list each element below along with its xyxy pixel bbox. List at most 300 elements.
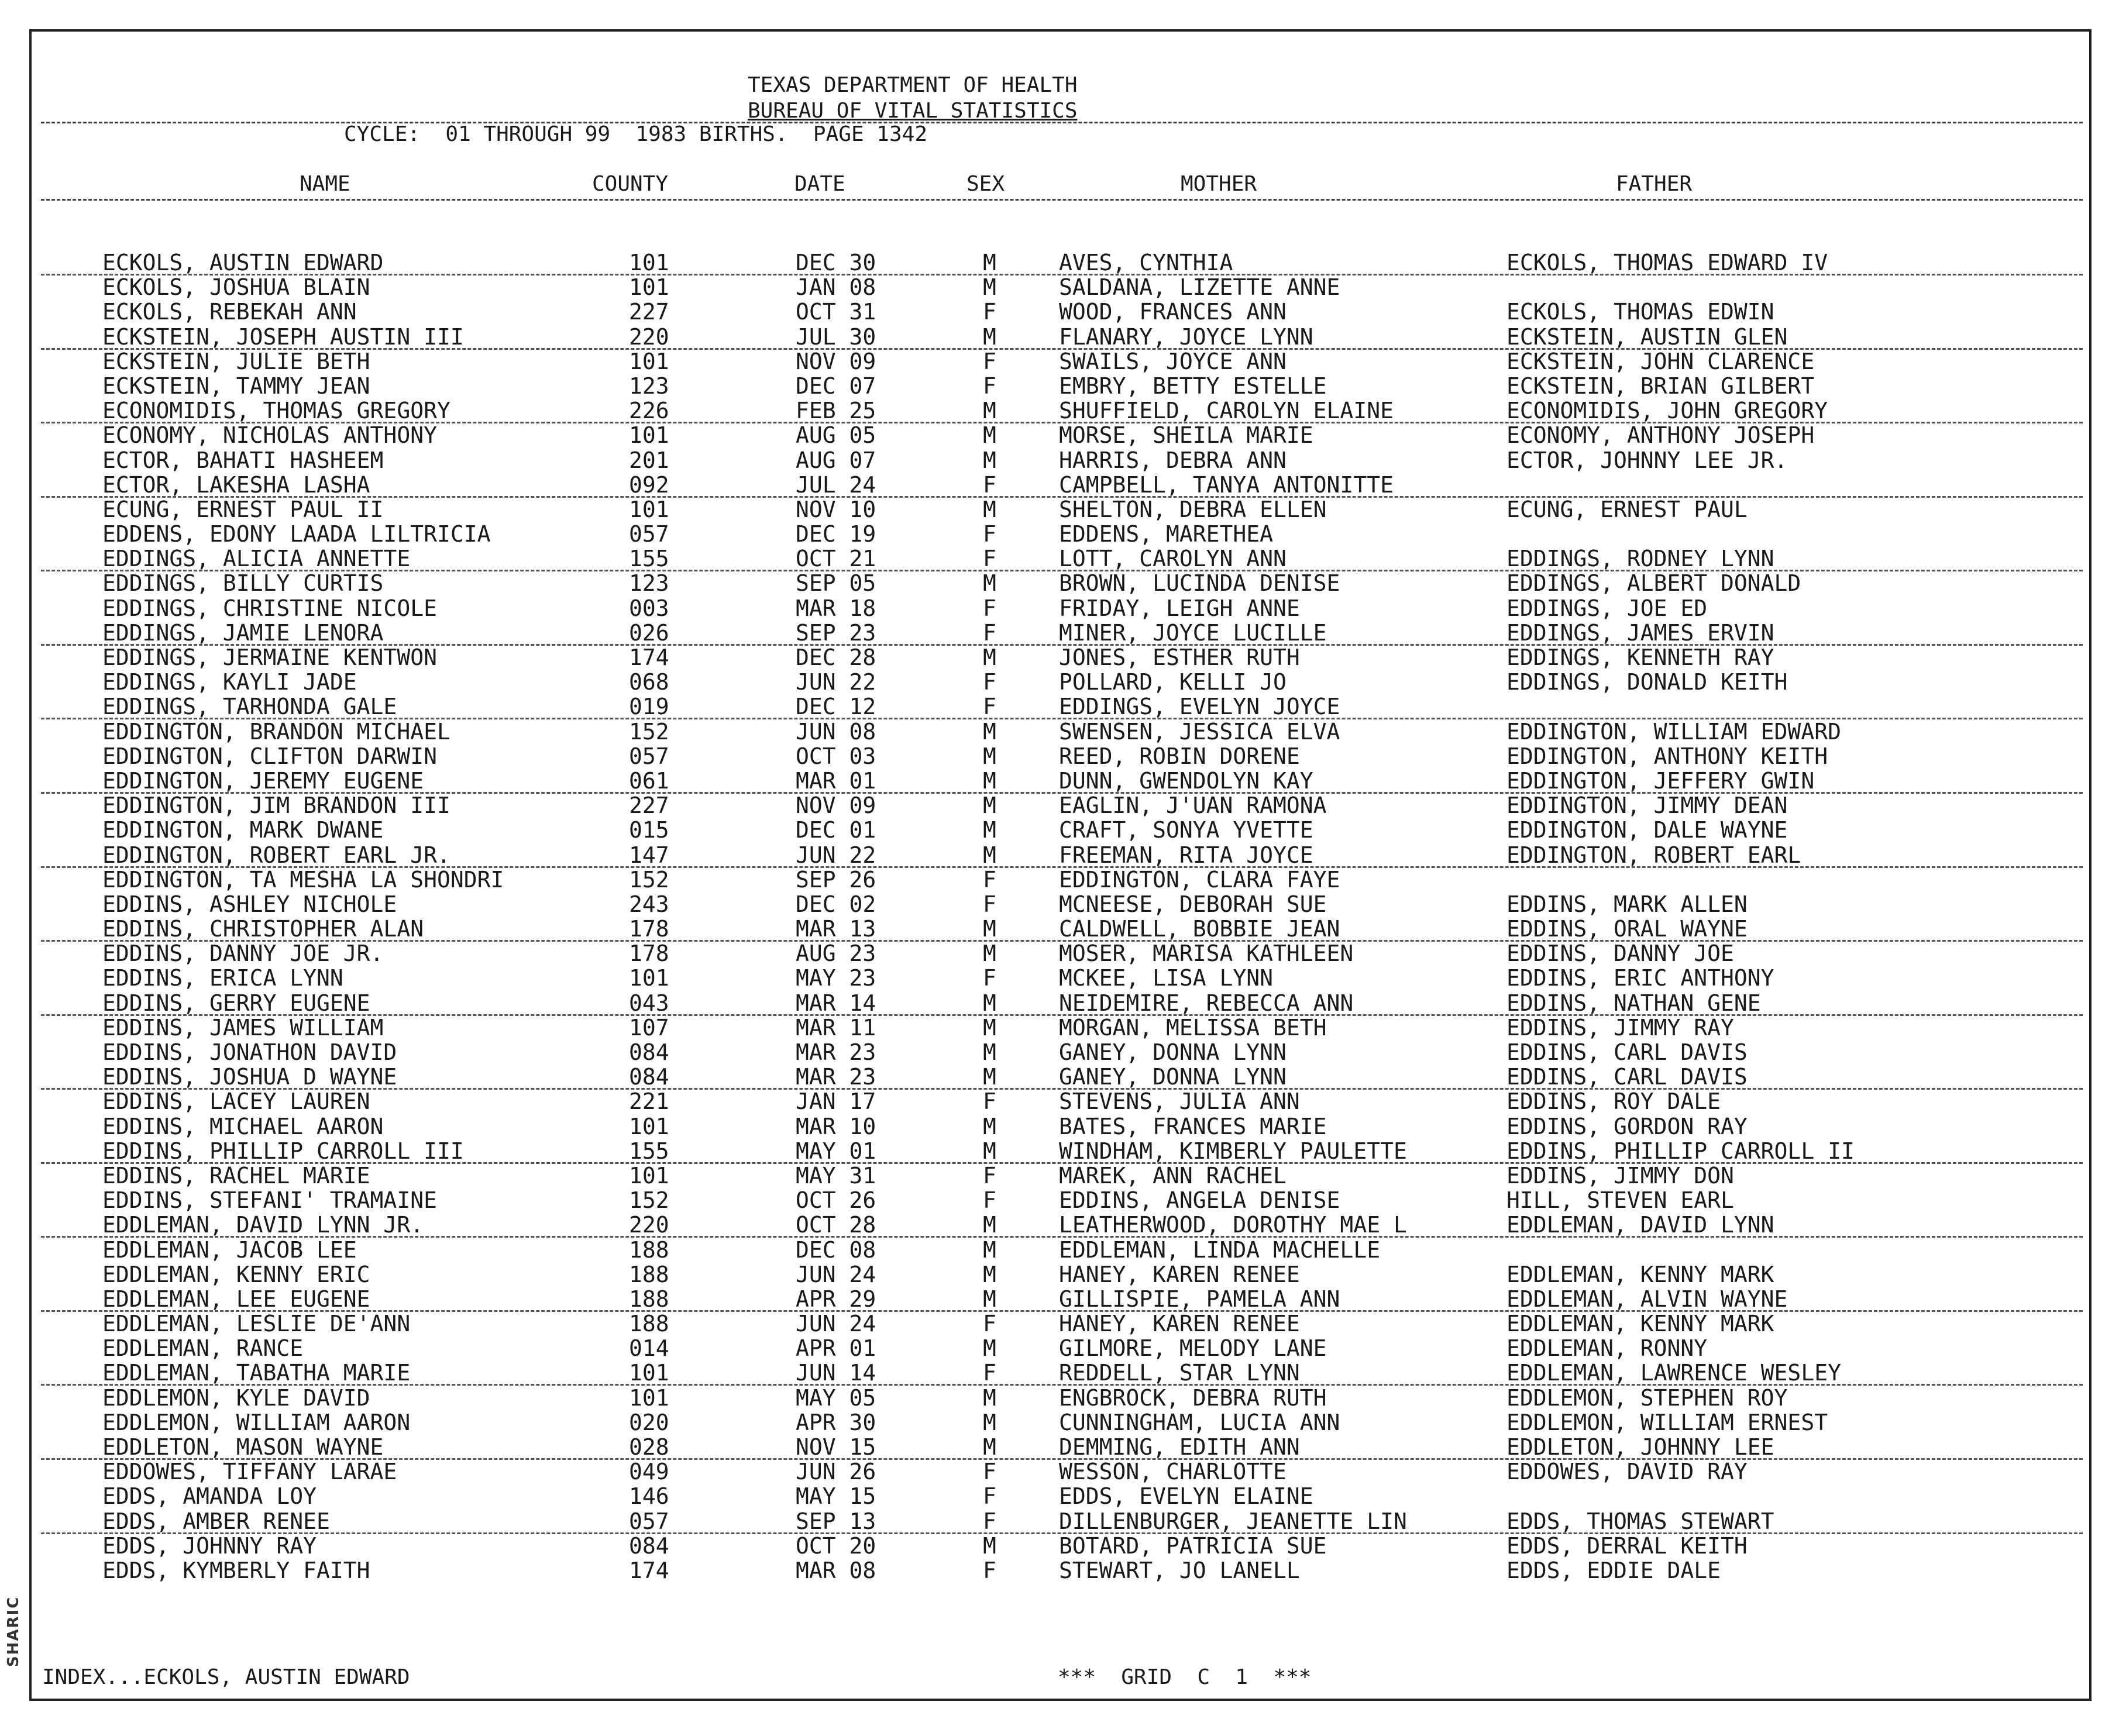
cell-name: EDDLEMAN, JACOB LEE bbox=[102, 1236, 357, 1263]
cell-father: ECUNG, ERNEST PAUL bbox=[1506, 496, 1748, 522]
cell-name: EDDINGS, JAMIE LENORA bbox=[102, 619, 384, 646]
cell-county: 092 bbox=[629, 471, 669, 498]
cell-name: EDDINGS, ALICIA ANNETTE bbox=[102, 546, 411, 572]
cell-date: NOV 15 bbox=[796, 1434, 876, 1460]
cell-county: 084 bbox=[629, 1039, 669, 1065]
cell-mother: REED, ROBIN DORENE bbox=[1059, 743, 1300, 769]
cell-name: EDDINS, JAMES WILLIAM bbox=[102, 1014, 384, 1041]
table-row bbox=[0, 917, 2112, 941]
cell-county: 101 bbox=[629, 274, 669, 301]
cell-sex: M bbox=[983, 1261, 996, 1287]
cell-county: 026 bbox=[629, 619, 669, 646]
cell-mother: MCKEE, LISA LYNN bbox=[1059, 965, 1274, 991]
cell-county: 146 bbox=[629, 1483, 669, 1510]
cell-father: EDDS, EDDIE DALE bbox=[1506, 1557, 1721, 1583]
cell-sex: F bbox=[983, 694, 996, 720]
cell-date: OCT 21 bbox=[796, 546, 876, 572]
cell-father: ECTOR, JOHNNY LEE JR. bbox=[1506, 447, 1788, 473]
cell-sex: M bbox=[983, 1335, 996, 1362]
cell-father: EDDINS, MARK ALLEN bbox=[1506, 891, 1748, 917]
cell-mother: MAREK, ANN RACHEL bbox=[1059, 1162, 1287, 1189]
cell-mother: SWAILS, JOYCE ANN bbox=[1059, 348, 1287, 374]
table-row bbox=[0, 1287, 2112, 1311]
cell-county: 178 bbox=[629, 941, 669, 967]
cell-mother: EDDINGTON, CLARA FAYE bbox=[1059, 866, 1340, 893]
cell-father: EDDINS, CARL DAVIS bbox=[1506, 1064, 1748, 1090]
cell-date: MAR 08 bbox=[796, 1557, 876, 1583]
cell-name: ECKOLS, JOSHUA BLAIN bbox=[102, 274, 370, 301]
cell-father: EDDINGS, KENNETH RAY bbox=[1506, 645, 1774, 670]
cell-mother: EDDINS, ANGELA DENISE bbox=[1059, 1187, 1340, 1214]
cell-sex: F bbox=[983, 1187, 996, 1214]
cell-date: NOV 09 bbox=[796, 348, 876, 374]
cell-name: EDDINS, GERRY EUGENE bbox=[102, 990, 370, 1016]
cell-county: 101 bbox=[629, 1360, 669, 1386]
cell-date: JAN 08 bbox=[796, 274, 876, 301]
cell-father: ECKSTEIN, AUSTIN GLEN bbox=[1506, 323, 1788, 350]
cell-name: EDDLEMAN, LESLIE DE'ANN bbox=[102, 1311, 411, 1337]
cell-date: DEC 02 bbox=[796, 891, 876, 917]
cell-county: 003 bbox=[629, 595, 669, 621]
side-stamp: SHARIC bbox=[5, 1596, 22, 1667]
cell-mother: MOSER, MARISA KATHLEEN bbox=[1059, 941, 1354, 967]
cell-date: APR 29 bbox=[796, 1286, 876, 1312]
cell-name: EDDLEMON, WILLIAM AARON bbox=[102, 1409, 411, 1435]
cell-name: EDDINGS, CHRISTINE NICOLE bbox=[102, 595, 437, 621]
cell-date: MAY 23 bbox=[796, 965, 876, 991]
table-row bbox=[0, 1360, 2112, 1385]
cell-father: EDDINGTON, JIMMY DEAN bbox=[1506, 793, 1788, 819]
cell-date: JAN 17 bbox=[796, 1089, 876, 1115]
cell-sex: F bbox=[983, 1483, 996, 1510]
cell-mother: EDDENS, MARETHEA bbox=[1059, 521, 1274, 547]
cell-sex: F bbox=[983, 546, 996, 572]
records-table bbox=[0, 250, 2112, 1583]
table-row bbox=[0, 1163, 2112, 1188]
cell-date: SEP 23 bbox=[796, 619, 876, 646]
cell-name: EDDS, JOHNNY RAY bbox=[102, 1532, 317, 1559]
cell-mother: AVES, CYNTHIA bbox=[1059, 250, 1233, 275]
cell-father: EDDS, DERRAL KEITH bbox=[1506, 1532, 1748, 1559]
cell-date: AUG 23 bbox=[796, 941, 876, 967]
agency-title: TEXAS DEPARTMENT OF HEALTH bbox=[748, 73, 1078, 97]
cell-name: ECKSTEIN, JOSEPH AUSTIN III bbox=[102, 323, 464, 350]
cell-father: EDDINS, NATHAN GENE bbox=[1506, 990, 1761, 1016]
cell-name: ECKSTEIN, TAMMY JEAN bbox=[102, 373, 370, 399]
table-row bbox=[0, 571, 2112, 595]
cell-date: DEC 28 bbox=[796, 645, 876, 670]
cell-name: ECUNG, ERNEST PAUL II bbox=[102, 496, 384, 522]
bureau-title: BUREAU OF VITAL STATISTICS bbox=[748, 99, 1078, 123]
cell-sex: F bbox=[983, 1459, 996, 1485]
cell-sex: F bbox=[983, 1508, 996, 1534]
cell-sex: M bbox=[983, 422, 996, 449]
cell-mother: EAGLIN, J'UAN RAMONA bbox=[1059, 793, 1327, 819]
cell-county: 220 bbox=[629, 323, 669, 350]
table-row bbox=[0, 867, 2112, 892]
table-row bbox=[0, 694, 2112, 719]
cell-mother: EDDS, EVELYN ELAINE bbox=[1059, 1483, 1313, 1510]
table-row bbox=[0, 1139, 2112, 1163]
cell-mother: MORGAN, MELISSA BETH bbox=[1059, 1014, 1327, 1041]
cell-name: EDDINS, MICHAEL AARON bbox=[102, 1113, 384, 1139]
table-row bbox=[0, 670, 2112, 694]
table-row bbox=[0, 1262, 2112, 1287]
cell-name: EDDINS, ASHLEY NICHOLE bbox=[102, 891, 397, 917]
cell-date: MAR 23 bbox=[796, 1039, 876, 1065]
table-row bbox=[0, 941, 2112, 966]
cell-father: EDDINGTON, JEFFERY GWIN bbox=[1506, 767, 1815, 794]
table-row bbox=[0, 448, 2112, 473]
cell-sex: M bbox=[983, 1532, 996, 1559]
cell-county: 101 bbox=[629, 250, 669, 275]
cell-date: MAR 13 bbox=[796, 916, 876, 942]
table-row bbox=[0, 1015, 2112, 1040]
cell-county: 147 bbox=[629, 842, 669, 868]
cell-date: MAY 31 bbox=[796, 1162, 876, 1189]
cell-date: APR 01 bbox=[796, 1335, 876, 1362]
cell-name: EDDINS, DANNY JOE JR. bbox=[102, 941, 384, 967]
cell-father: EDDLETON, JOHNNY LEE bbox=[1506, 1434, 1774, 1460]
cell-mother: NEIDEMIRE, REBECCA ANN bbox=[1059, 990, 1354, 1016]
cell-sex: M bbox=[983, 1434, 996, 1460]
table-row bbox=[0, 1114, 2112, 1139]
cell-county: 014 bbox=[629, 1335, 669, 1362]
cell-date: OCT 20 bbox=[796, 1532, 876, 1559]
cell-county: 028 bbox=[629, 1434, 669, 1460]
cell-county: 101 bbox=[629, 422, 669, 449]
table-row bbox=[0, 1089, 2112, 1114]
cell-date: APR 30 bbox=[796, 1409, 876, 1435]
cell-name: EDDINS, CHRISTOPHER ALAN bbox=[102, 916, 424, 942]
cell-date: SEP 26 bbox=[796, 866, 876, 893]
table-row bbox=[0, 275, 2112, 299]
cell-sex: F bbox=[983, 1557, 996, 1583]
cell-mother: JONES, ESTHER RUTH bbox=[1059, 645, 1300, 670]
cell-father: EDDLEMAN, RONNY bbox=[1506, 1335, 1708, 1362]
cell-name: EDDLEMAN, RANCE bbox=[102, 1335, 304, 1362]
cell-date: MAR 14 bbox=[796, 990, 876, 1016]
column-header-mother: MOTHER bbox=[1181, 172, 1257, 196]
cell-father: EDDINGTON, ROBERT EARL bbox=[1506, 842, 1801, 868]
cell-mother: CUNNINGHAM, LUCIA ANN bbox=[1059, 1409, 1340, 1435]
cell-name: ECTOR, BAHATI HASHEEM bbox=[102, 447, 384, 473]
cell-sex: M bbox=[983, 743, 996, 769]
cell-sex: M bbox=[983, 1286, 996, 1312]
cell-date: OCT 31 bbox=[796, 299, 876, 325]
cell-sex: M bbox=[983, 1014, 996, 1041]
cell-father: ECONOMIDIS, JOHN GREGORY bbox=[1506, 398, 1828, 424]
cell-date: JUN 22 bbox=[796, 669, 876, 695]
cell-mother: CAMPBELL, TANYA ANTONITTE bbox=[1059, 471, 1394, 498]
cell-mother: BATES, FRANCES MARIE bbox=[1059, 1113, 1327, 1139]
cell-county: 188 bbox=[629, 1261, 669, 1287]
cell-sex: M bbox=[983, 447, 996, 473]
cell-county: 152 bbox=[629, 866, 669, 893]
table-row bbox=[0, 769, 2112, 793]
cell-county: 227 bbox=[629, 299, 669, 325]
cell-name: EDDLETON, MASON WAYNE bbox=[102, 1434, 384, 1460]
cell-date: JUL 24 bbox=[796, 471, 876, 498]
cell-county: 227 bbox=[629, 793, 669, 819]
cell-mother: EDDINGS, EVELYN JOYCE bbox=[1059, 694, 1340, 720]
cell-sex: M bbox=[983, 941, 996, 967]
cell-date: JUN 24 bbox=[796, 1311, 876, 1337]
cell-date: FEB 25 bbox=[796, 398, 876, 424]
cell-mother: LEATHERWOOD, DOROTHY MAE L bbox=[1059, 1212, 1407, 1238]
cell-county: 221 bbox=[629, 1089, 669, 1115]
cell-date: DEC 07 bbox=[796, 373, 876, 399]
cell-sex: F bbox=[983, 669, 996, 695]
table-row bbox=[0, 374, 2112, 398]
cell-county: 061 bbox=[629, 767, 669, 794]
cell-sex: M bbox=[983, 842, 996, 868]
cell-county: 084 bbox=[629, 1064, 669, 1090]
table-row bbox=[0, 423, 2112, 447]
column-header-father: FATHER bbox=[1616, 172, 1693, 196]
cell-father: ECKSTEIN, BRIAN GILBERT bbox=[1506, 373, 1815, 399]
table-row bbox=[0, 1558, 2112, 1583]
cell-mother: DUNN, GWENDOLYN KAY bbox=[1059, 767, 1313, 794]
cell-county: 243 bbox=[629, 891, 669, 917]
cell-county: 057 bbox=[629, 1508, 669, 1534]
column-header-sex: SEX bbox=[966, 172, 1005, 196]
table-row bbox=[0, 843, 2112, 867]
cell-name: EDDENS, EDONY LAADA LILTRICIA bbox=[102, 521, 491, 547]
cell-father: EDDINS, ORAL WAYNE bbox=[1506, 916, 1748, 942]
cell-county: 174 bbox=[629, 645, 669, 670]
cell-sex: F bbox=[983, 471, 996, 498]
cell-county: 188 bbox=[629, 1236, 669, 1263]
cell-name: EDDINGTON, TA MESHA LA SHONDRI bbox=[102, 866, 504, 893]
cell-date: NOV 10 bbox=[796, 496, 876, 522]
cell-mother: WESSON, CHARLOTTE bbox=[1059, 1459, 1287, 1485]
table-row bbox=[0, 1311, 2112, 1336]
cell-date: MAR 11 bbox=[796, 1014, 876, 1041]
cell-name: EDDINGS, JERMAINE KENTWON bbox=[102, 645, 437, 670]
cell-name: EDDINS, PHILLIP CARROLL III bbox=[102, 1138, 464, 1164]
cell-sex: M bbox=[983, 793, 996, 819]
table-row bbox=[0, 1435, 2112, 1459]
cell-father: EDDINGS, RODNEY LYNN bbox=[1506, 546, 1774, 572]
cell-father: ECKOLS, THOMAS EDWARD IV bbox=[1506, 250, 1828, 275]
cell-sex: M bbox=[983, 916, 996, 942]
cell-father: EDDINGS, JAMES ERVIN bbox=[1506, 619, 1774, 646]
cell-father: EDDLEMAN, KENNY MARK bbox=[1506, 1261, 1774, 1287]
table-row bbox=[0, 473, 2112, 497]
cell-sex: M bbox=[983, 250, 996, 275]
cell-county: 155 bbox=[629, 546, 669, 572]
cell-father: EDDLEMAN, LAWRENCE WESLEY bbox=[1506, 1360, 1841, 1386]
cell-sex: M bbox=[983, 1039, 996, 1065]
cell-date: MAY 05 bbox=[796, 1384, 876, 1411]
cell-name: ECTOR, LAKESHA LASHA bbox=[102, 471, 370, 498]
table-row bbox=[0, 1040, 2112, 1065]
cell-sex: M bbox=[983, 1236, 996, 1263]
cell-sex: M bbox=[983, 1384, 996, 1411]
cell-father: EDDINGTON, WILLIAM EDWARD bbox=[1506, 718, 1841, 745]
cell-mother: STEVENS, JULIA ANN bbox=[1059, 1089, 1300, 1115]
cell-date: MAY 01 bbox=[796, 1138, 876, 1164]
cell-mother: GANEY, DONNA LYNN bbox=[1059, 1064, 1287, 1090]
cell-father: EDDINGTON, DALE WAYNE bbox=[1506, 817, 1788, 843]
cell-county: 220 bbox=[629, 1212, 669, 1238]
cell-name: ECONOMY, NICHOLAS ANTHONY bbox=[102, 422, 437, 449]
cell-sex: M bbox=[983, 1138, 996, 1164]
cell-father: ECKOLS, THOMAS EDWIN bbox=[1506, 299, 1774, 325]
cell-name: EDDLEMAN, KENNY ERIC bbox=[102, 1261, 370, 1287]
cell-name: EDDINGTON, CLIFTON DARWIN bbox=[102, 743, 437, 769]
cell-father: EDDINS, JIMMY DON bbox=[1506, 1162, 1734, 1189]
cell-sex: M bbox=[983, 817, 996, 843]
cell-father: EDDINS, GORDON RAY bbox=[1506, 1113, 1748, 1139]
cell-name: EDDINGTON, JEREMY EUGENE bbox=[102, 767, 424, 794]
cell-county: 101 bbox=[629, 348, 669, 374]
cell-name: EDDINGTON, MARK DWANE bbox=[102, 817, 384, 843]
cell-date: MAR 01 bbox=[796, 767, 876, 794]
cell-mother: MCNEESE, DEBORAH SUE bbox=[1059, 891, 1327, 917]
cell-county: 101 bbox=[629, 1162, 669, 1189]
cell-sex: F bbox=[983, 1360, 996, 1386]
cell-county: 101 bbox=[629, 1384, 669, 1411]
cell-county: 226 bbox=[629, 398, 669, 424]
column-header-name: NAME bbox=[300, 172, 350, 196]
cell-father: EDDLEMAN, KENNY MARK bbox=[1506, 1311, 1774, 1337]
cell-sex: M bbox=[983, 645, 996, 670]
cell-county: 049 bbox=[629, 1459, 669, 1485]
table-row bbox=[0, 325, 2112, 349]
table-row bbox=[0, 719, 2112, 744]
cell-father: EDDINGTON, ANTHONY KEITH bbox=[1506, 743, 1828, 769]
cell-sex: F bbox=[983, 521, 996, 547]
cell-sex: M bbox=[983, 1113, 996, 1139]
cell-name: EDDINS, JOSHUA D WAYNE bbox=[102, 1064, 397, 1090]
cell-date: MAR 10 bbox=[796, 1113, 876, 1139]
table-row bbox=[0, 1065, 2112, 1089]
cell-county: 107 bbox=[629, 1014, 669, 1041]
table-row bbox=[0, 546, 2112, 571]
cell-father: EDDLEMAN, ALVIN WAYNE bbox=[1506, 1286, 1788, 1312]
cell-sex: M bbox=[983, 398, 996, 424]
cell-name: ECKOLS, AUSTIN EDWARD bbox=[102, 250, 384, 275]
cell-sex: F bbox=[983, 1089, 996, 1115]
cell-date: JUN 24 bbox=[796, 1261, 876, 1287]
cell-mother: ENGBROCK, DEBRA RUTH bbox=[1059, 1384, 1327, 1411]
cell-county: 057 bbox=[629, 521, 669, 547]
cell-father: ECONOMY, ANTHONY JOSEPH bbox=[1506, 422, 1815, 449]
cell-mother: BROWN, LUCINDA DENISE bbox=[1059, 570, 1340, 597]
cell-father: EDDINS, DANNY JOE bbox=[1506, 941, 1734, 967]
table-row bbox=[0, 398, 2112, 423]
table-row bbox=[0, 1336, 2112, 1360]
cell-father: EDDINS, JIMMY RAY bbox=[1506, 1014, 1734, 1041]
table-row bbox=[0, 522, 2112, 546]
cell-mother: DEMMING, EDITH ANN bbox=[1059, 1434, 1300, 1460]
cell-mother: FRIDAY, LEIGH ANNE bbox=[1059, 595, 1300, 621]
cell-mother: FREEMAN, RITA JOYCE bbox=[1059, 842, 1313, 868]
cell-mother: GILMORE, MELODY LANE bbox=[1059, 1335, 1327, 1362]
cell-county: 188 bbox=[629, 1311, 669, 1337]
cell-name: EDDINS, JONATHON DAVID bbox=[102, 1039, 397, 1065]
cell-mother: POLLARD, KELLI JO bbox=[1059, 669, 1287, 695]
table-row bbox=[0, 1386, 2112, 1410]
cell-mother: EDDLEMAN, LINDA MACHELLE bbox=[1059, 1236, 1381, 1263]
cell-county: 152 bbox=[629, 1187, 669, 1214]
cell-sex: M bbox=[983, 767, 996, 794]
cell-sex: F bbox=[983, 619, 996, 646]
cell-name: EDDOWES, TIFFANY LARAE bbox=[102, 1459, 397, 1485]
cell-name: EDDINS, ERICA LYNN bbox=[102, 965, 343, 991]
cell-date: JUN 08 bbox=[796, 718, 876, 745]
cell-father: EDDINS, CARL DAVIS bbox=[1506, 1039, 1748, 1065]
cell-father: EDDLEMON, WILLIAM ERNEST bbox=[1506, 1409, 1828, 1435]
cell-sex: M bbox=[983, 990, 996, 1016]
column-header-date: DATE bbox=[794, 172, 845, 196]
table-row bbox=[0, 991, 2112, 1015]
cell-sex: M bbox=[983, 1064, 996, 1090]
cell-father: EDDS, THOMAS STEWART bbox=[1506, 1508, 1774, 1534]
cell-name: EDDINGTON, JIM BRANDON III bbox=[102, 793, 450, 819]
cell-name: ECKSTEIN, JULIE BETH bbox=[102, 348, 370, 374]
cell-name: EDDINGS, KAYLI JADE bbox=[102, 669, 357, 695]
table-row bbox=[0, 299, 2112, 324]
cell-name: EDDINGTON, BRANDON MICHAEL bbox=[102, 718, 450, 745]
cell-date: DEC 01 bbox=[796, 817, 876, 843]
cell-sex: M bbox=[983, 718, 996, 745]
cell-mother: HANEY, KAREN RENEE bbox=[1059, 1261, 1300, 1287]
cell-county: 015 bbox=[629, 817, 669, 843]
cell-father: EDDINS, PHILLIP CARROLL II bbox=[1506, 1138, 1855, 1164]
cell-sex: M bbox=[983, 323, 996, 350]
cell-mother: EMBRY, BETTY ESTELLE bbox=[1059, 373, 1327, 399]
table-row bbox=[0, 1459, 2112, 1484]
table-row bbox=[0, 1534, 2112, 1558]
cell-name: EDDINGS, BILLY CURTIS bbox=[102, 570, 384, 597]
cell-name: ECONOMIDIS, THOMAS GREGORY bbox=[102, 398, 450, 424]
cell-name: EDDLEMAN, DAVID LYNN JR. bbox=[102, 1212, 424, 1238]
cell-date: OCT 26 bbox=[796, 1187, 876, 1214]
table-row bbox=[0, 1213, 2112, 1237]
cell-date: NOV 09 bbox=[796, 793, 876, 819]
cell-father: EDDINGS, ALBERT DONALD bbox=[1506, 570, 1801, 597]
cell-county: 101 bbox=[629, 496, 669, 522]
cell-father: EDDINGS, JOE ED bbox=[1506, 595, 1708, 621]
cell-county: 178 bbox=[629, 916, 669, 942]
cell-county: 201 bbox=[629, 447, 669, 473]
cell-county: 019 bbox=[629, 694, 669, 720]
cycle-line: CYCLE: 01 THROUGH 99 1983 BIRTHS. PAGE 1342 bbox=[344, 122, 927, 146]
table-row bbox=[0, 818, 2112, 842]
cell-name: EDDINS, RACHEL MARIE bbox=[102, 1162, 370, 1189]
cell-name: EDDS, AMANDA LOY bbox=[102, 1483, 317, 1510]
cell-mother: SALDANA, LIZETTE ANNE bbox=[1059, 274, 1340, 301]
cell-date: MAR 23 bbox=[796, 1064, 876, 1090]
cell-father: EDDLEMON, STEPHEN ROY bbox=[1506, 1384, 1788, 1411]
cell-sex: F bbox=[983, 373, 996, 399]
cell-county: 152 bbox=[629, 718, 669, 745]
cell-father: EDDINS, ERIC ANTHONY bbox=[1506, 965, 1774, 991]
cell-name: ECKOLS, REBEKAH ANN bbox=[102, 299, 357, 325]
table-row bbox=[0, 1188, 2112, 1213]
cell-mother: DILLENBURGER, JEANETTE LIN bbox=[1059, 1508, 1407, 1534]
cell-date: DEC 12 bbox=[796, 694, 876, 720]
cell-sex: M bbox=[983, 570, 996, 597]
cell-mother: CRAFT, SONYA YVETTE bbox=[1059, 817, 1313, 843]
cell-sex: F bbox=[983, 965, 996, 991]
cell-name: EDDINGTON, ROBERT EARL JR. bbox=[102, 842, 450, 868]
table-row bbox=[0, 744, 2112, 769]
cell-county: 188 bbox=[629, 1286, 669, 1312]
